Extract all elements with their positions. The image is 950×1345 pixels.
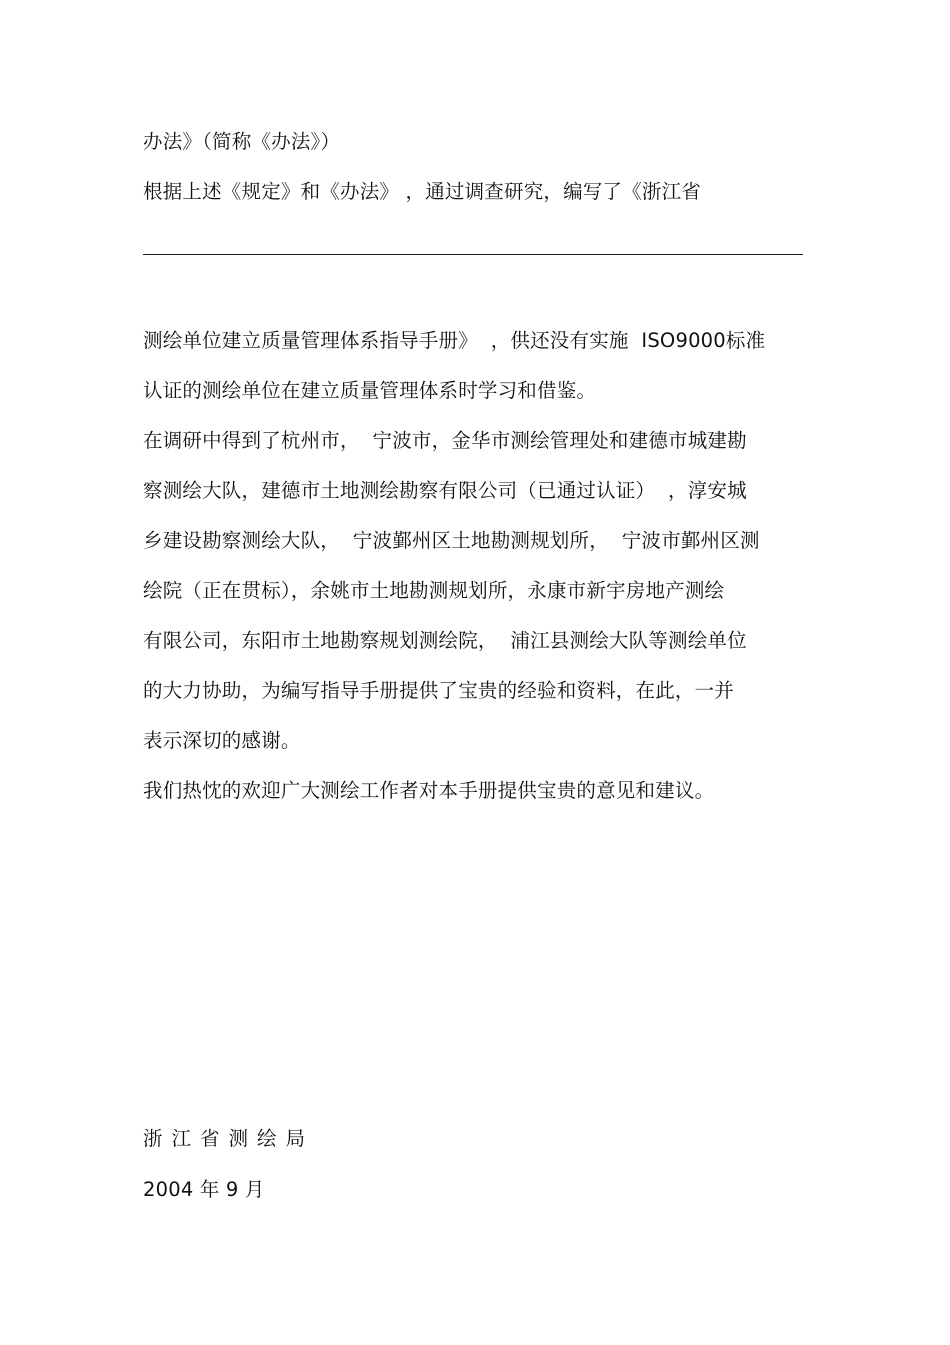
text-line-5: 乡建设勘察测绘大队， 宁波鄞州区土地勘测规划所， 宁波市鄞州区测 [143, 529, 760, 552]
text-line-6: 绘院（正在贯标），余姚市土地勘测规划所，永康市新宇房地产测绘 [143, 579, 725, 602]
text-line-3: 在调研中得到了杭州市， 宁波市，金华市测绘管理处和建德市城建勘 [143, 429, 747, 452]
signature-date: 2004 年 9 月 [143, 1178, 265, 1201]
text-line-10: 我们热忱的欢迎广大测绘工作者对本手册提供宝贵的意见和建议。 [143, 779, 715, 802]
text-line-8: 的大力协助，为编写指导手册提供了宝贵的经验和资料，在此，一并 [143, 679, 735, 702]
text-line-9: 表示深切的感谢。 [143, 729, 301, 752]
text-line-top-2: 根据上述《规定》和《办法》 ，通过调查研究，编写了《浙江省 [143, 180, 701, 203]
text-line-7: 有限公司，东阳市土地勘察规划测绘院， 浦江县测绘大队等测绘单位 [143, 629, 747, 652]
text-line-4: 察测绘大队，建德市土地测绘勘察有限公司（已通过认证） ，淳安城 [143, 479, 747, 502]
horizontal-rule [143, 254, 803, 255]
text-line-top-1: 办法》（简称《办法》） [143, 130, 341, 153]
text-line-2: 认证的测绘单位在建立质量管理体系时学习和借鉴。 [143, 379, 597, 402]
signature-organization: 浙江省测绘局 [143, 1127, 315, 1150]
text-line-1: 测绘单位建立质量管理体系指导手册》 ，供还没有实施 ISO9000标准 [143, 329, 766, 352]
